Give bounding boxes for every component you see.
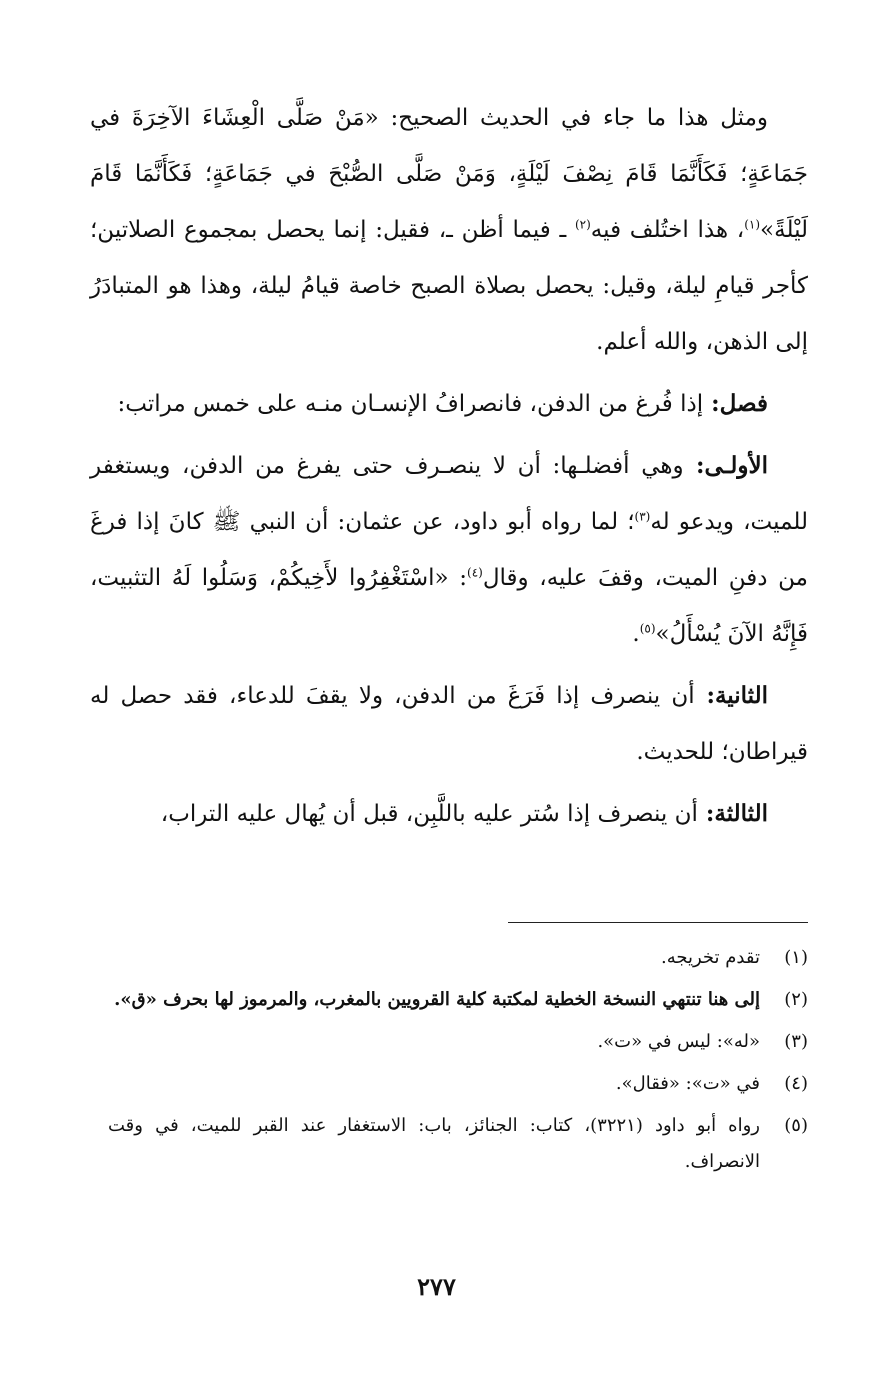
rank-heading: الثالثة: bbox=[697, 800, 768, 827]
paragraph-text: إذا فُرغ من الدفن، فانصرافُ الإنسـان منـه على خمس مراتب: bbox=[117, 391, 704, 417]
paragraph-first-rank bbox=[90, 438, 808, 662]
paragraph-text: ومثل هذا ما جاء في الحديث الصحيح: «مَنْ صَلَّى الْعِشَاءَ الآخِرَةَ في جَمَاعَةٍ؛ فَكَأَنَّمَا قَامَ نِصْفَ لَيْلَةٍ، وَمَنْ صَلَّى الصُّبْحَ في جَمَاعَةٍ؛ فَكَأَنَّمَا قَامَ لَيْلَةً» bbox=[90, 105, 809, 243]
footnote-separator bbox=[508, 922, 808, 923]
paragraph-hadith bbox=[90, 90, 808, 370]
main-text bbox=[90, 90, 808, 848]
paragraph-text: وهي أفضلـها: أن لا ينصـرف حتى يفرغ من الدفن، ويستغفر للميت، ويدعو له bbox=[90, 453, 808, 535]
footnote bbox=[108, 982, 808, 1018]
footnote bbox=[108, 1066, 808, 1102]
paragraph-text: : «اسْتَغْفِرُوا لأَخِيكُمْ، وَسَلُوا لَهُ التثبيت، فَإِنَّهُ الآنَ يُسْأَلُ» bbox=[90, 565, 808, 647]
paragraph-second-rank bbox=[90, 668, 808, 780]
footnote-number: (٢) bbox=[784, 989, 808, 1010]
paragraph-text: أن ينصرف إذا سُتر عليه باللَّبِن، قبل أن يُهال عليه التراب، bbox=[160, 801, 698, 827]
footnote bbox=[108, 1108, 808, 1180]
footnote-marker: (٤) bbox=[467, 565, 483, 580]
page-number: ٢٧٧ bbox=[417, 1272, 456, 1301]
footnote-marker: (٥) bbox=[639, 621, 656, 636]
footnote-number: (٤) bbox=[784, 1073, 808, 1094]
paragraph-text: ، هذا اختُلف فيه bbox=[590, 217, 745, 243]
footnote bbox=[108, 1024, 808, 1060]
paragraph-text: . bbox=[632, 621, 640, 647]
paragraph-text: أن ينصرف إذا فَرَغَ من الدفن، ولا يقفَ للدعاء، فقد حصل له قيراطان؛ للحديث. bbox=[90, 683, 808, 765]
paragraph-text: ؛ لما رواه أبو داود، عن عثمان: أن النبي ﷺ كانَ إذا فرغَ من دفنِ الميت، وقفَ عليه، وقال bbox=[90, 509, 808, 591]
footnote-text: إلى هنا تنتهي النسخة الخطية لمكتبة كلية القرويين بالمغرب، والمرموز لها بحرف «ق». bbox=[114, 989, 760, 1010]
paragraph-section bbox=[90, 376, 808, 432]
paragraph-text: ـ فيما أظن ـ، فقيل: إنما يحصل بمجموع الصلاتين؛ كأجر قيامِ ليلة، وقيل: يحصل بصلاة الصبح خاصة قيامُ ليلة، وهذا هو المتبادَرُ إلى الذهن، والله أعلم. bbox=[90, 217, 808, 355]
footnote-text: رواه أبو داود (٣٢٢١)، كتاب: الجنائز، باب: الاستغفار عند القبر للميت، في وقت الانصراف. bbox=[108, 1115, 760, 1172]
paragraph-third-rank bbox=[90, 786, 808, 842]
section-heading: فصل: bbox=[703, 390, 768, 417]
footnote-number: (٥) bbox=[784, 1115, 808, 1136]
footnote-text: في «ت»: «فقال». bbox=[615, 1073, 760, 1094]
rank-heading: الثانية: bbox=[694, 682, 768, 709]
rank-heading: الأولـى: bbox=[683, 452, 768, 479]
footnote-marker: (١) bbox=[744, 217, 761, 232]
footnote bbox=[108, 940, 808, 976]
footnote-number: (٣) bbox=[784, 1031, 808, 1052]
footnote-text: تقدم تخريجه. bbox=[661, 947, 760, 968]
footnote-number: (١) bbox=[784, 947, 808, 968]
footnotes bbox=[108, 940, 808, 1186]
footnote-text: «له»: ليس في «ت». bbox=[597, 1031, 760, 1052]
footnote-marker: (٣) bbox=[634, 509, 651, 524]
footnote-marker: (٢) bbox=[574, 217, 591, 232]
